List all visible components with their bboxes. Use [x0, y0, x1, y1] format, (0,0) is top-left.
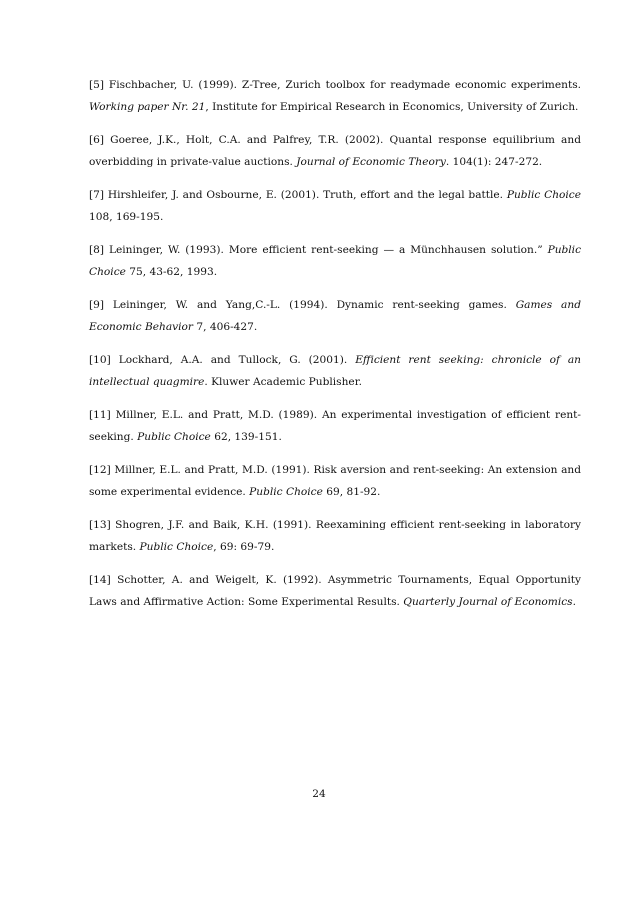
reference-number: [6]: [89, 134, 105, 146]
reference-text: Shogren, J.F. and Baik, K.H. (1991). Reexamining efficient rent-seeking in laboratory markets.: [89, 519, 581, 553]
reference-text: Hirshleifer, J. and Osbourne, E. (2001). Truth, effort and the legal battle.: [107, 189, 507, 201]
reference-5: [78, 74, 581, 118]
reference-source: Public Choice: [89, 244, 582, 278]
reference-6: [78, 129, 581, 173]
reference-number: [7]: [89, 189, 105, 201]
reference-13: [78, 514, 581, 558]
reference-source: Journal of Economic Theory: [296, 156, 446, 168]
reference-number: [13]: [89, 519, 111, 531]
reference-text: Millner, E.L. and Pratt, M.D. (1991). Risk aversion and rent-seeking: An extension and some experimental evidence.: [89, 464, 581, 498]
reference-number: [8]: [89, 244, 105, 256]
reference-source: Efficient rent seeking: chronicle of an intellectual quagmire: [89, 354, 581, 388]
reference-number: [14]: [89, 574, 111, 586]
reference-number: [11]: [89, 409, 111, 421]
reference-details: 62, 139-151.: [210, 431, 282, 443]
reference-7: [78, 184, 581, 228]
page-number: 24: [312, 788, 326, 800]
reference-details: 7, 406-427.: [193, 321, 258, 333]
reference-list: [78, 74, 581, 624]
reference-10: [78, 349, 581, 393]
reference-source: Public Choice: [249, 486, 323, 498]
reference-details: . Kluwer Academic Publisher.: [204, 376, 362, 388]
reference-text: Lockhard, A.A. and Tullock, G. (2001).: [118, 354, 356, 366]
reference-14: [78, 569, 581, 613]
reference-text: Fischbacher, U. (1999). Z-Tree, Zurich toolbox for readymade economic experiments.: [108, 79, 582, 91]
reference-number: [9]: [89, 299, 105, 311]
reference-source: Public Choice: [506, 189, 581, 201]
reference-number: [12]: [89, 464, 111, 476]
reference-details: , Institute for Empirical Research in Economics, University of Zurich.: [205, 101, 579, 113]
reference-text: Leininger, W. and Yang,C.-L. (1994). Dynamic rent-seeking games.: [112, 299, 516, 311]
reference-source: Quarterly Journal of Economics: [403, 596, 573, 608]
reference-11: [78, 404, 581, 448]
reference-number: [5]: [89, 79, 105, 91]
reference-text: Goeree, J.K., Holt, C.A. and Palfrey, T.R. (2002). Quantal response equilibrium and overbidding in private-value auctions.: [89, 134, 581, 168]
reference-source: Games and Economic Behavior: [89, 299, 581, 333]
reference-text: Schotter, A. and Weigelt, K. (1992). Asymmetric Tournaments, Equal Opportunity Laws and Affirmative Action: Some Experimental Results.: [89, 574, 581, 608]
reference-details: 108, 169-195.: [89, 211, 164, 223]
reference-8: [78, 239, 581, 283]
reference-text: Millner, E.L. and Pratt, M.D. (1989). An experimental investigation of efficient rent-seeking.: [89, 409, 581, 443]
reference-12: [78, 459, 581, 503]
reference-9: [78, 294, 581, 338]
reference-details: .: [572, 596, 576, 608]
reference-source: Public Choice: [139, 541, 214, 553]
reference-source: Public Choice: [137, 431, 211, 443]
reference-details: 75, 43-62, 1993.: [125, 266, 218, 278]
reference-details: 69, 81-92.: [322, 486, 381, 498]
reference-number: [10]: [89, 354, 111, 366]
reference-text: Leininger, W. (1993). More efficient rent-seeking — a Münchhausen solution.”: [108, 244, 548, 256]
reference-details: , 69: 69-79.: [213, 541, 275, 553]
reference-details: . 104(1): 247-272.: [445, 156, 543, 168]
reference-source: Working paper Nr. 21: [89, 101, 206, 113]
